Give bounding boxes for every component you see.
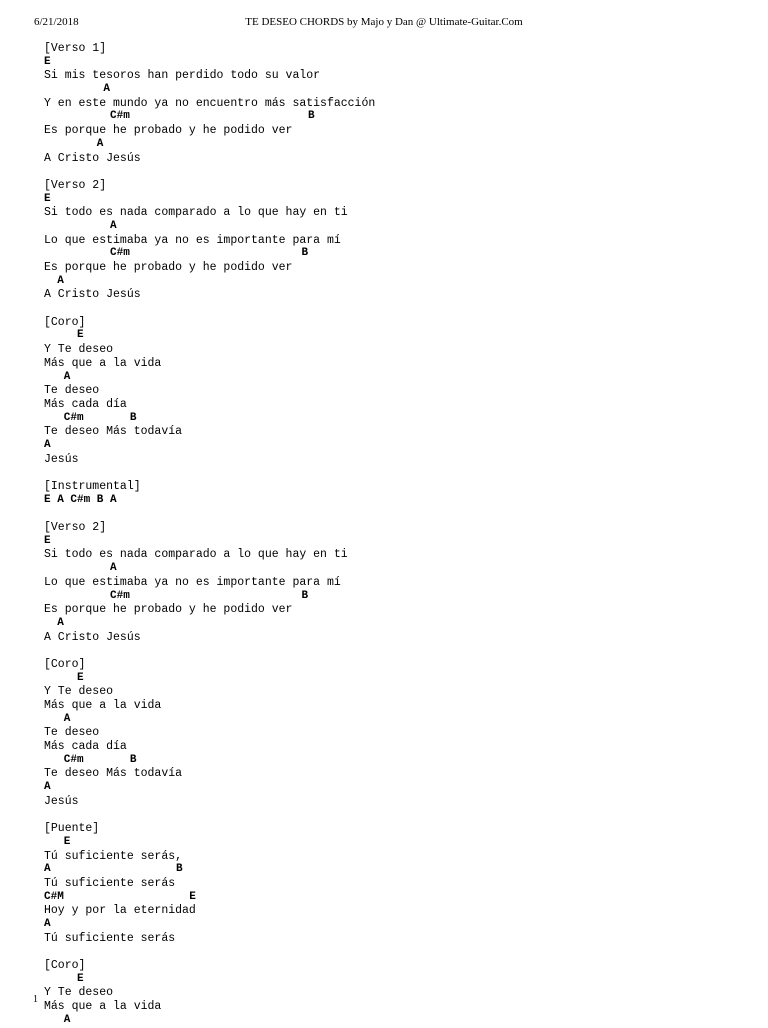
chord-line: C#m B bbox=[44, 247, 309, 260]
lyric-line: Y Te deseo bbox=[44, 986, 114, 1000]
lyric-line: Es porque he probado y he podido ver bbox=[44, 124, 293, 138]
lyric-line: Más que a la vida bbox=[44, 1000, 162, 1014]
chord-line: A B bbox=[44, 863, 183, 876]
lyric-line: Jesús bbox=[44, 452, 79, 466]
chord-line: A bbox=[44, 562, 117, 575]
section-heading: [Verso 2] bbox=[44, 178, 107, 192]
lyric-line: Tú suficiente serás bbox=[44, 876, 176, 890]
chord-line: C#m B bbox=[44, 753, 137, 766]
section-heading: [Verso 1] bbox=[44, 42, 107, 55]
lyric-line: Más cada día bbox=[44, 397, 127, 411]
lyric-line: Es porque he probado y he podido ver bbox=[44, 603, 293, 617]
lyric-line: Jesús bbox=[44, 794, 79, 808]
lyric-line: Y Te deseo bbox=[44, 343, 114, 357]
chord-line: C#m B bbox=[44, 411, 137, 424]
chord-line: A bbox=[44, 712, 71, 725]
chord-line: C#m B bbox=[44, 110, 315, 123]
section-heading: [Coro] bbox=[44, 315, 86, 329]
lyric-line: Tú suficiente serás bbox=[44, 931, 176, 945]
blank-line bbox=[44, 809, 744, 823]
section-heading: [Verso 2] bbox=[44, 521, 107, 535]
chord-line: A bbox=[44, 781, 51, 794]
lyric-line: Y Te deseo bbox=[44, 685, 114, 699]
chord-line: E bbox=[44, 671, 84, 684]
chord-line: A bbox=[44, 1013, 71, 1026]
chord-line: A bbox=[44, 438, 51, 451]
chord-line: E A C#m B A bbox=[44, 493, 117, 506]
chord-line: E bbox=[44, 55, 51, 68]
lyric-line: Lo que estimaba ya no es importante para mí bbox=[44, 575, 341, 589]
page-number: 1 bbox=[33, 994, 38, 1005]
section-heading: [Coro] bbox=[44, 657, 86, 671]
lyric-line: Más que a la vida bbox=[44, 699, 162, 712]
section-heading: [Puente] bbox=[44, 822, 100, 836]
lyric-line: A Cristo Jesús bbox=[44, 288, 141, 302]
lyric-line: Lo que estimaba ya no es importante para mí bbox=[44, 233, 341, 247]
chord-line: C#m B bbox=[44, 589, 309, 602]
chord-line: E bbox=[44, 534, 51, 547]
chord-line: A bbox=[44, 370, 71, 383]
blank-line bbox=[44, 507, 744, 521]
blank-line bbox=[44, 945, 744, 959]
lyric-line: Si todo es nada comparado a lo que hay en ti bbox=[44, 548, 348, 562]
section-heading: [Coro] bbox=[44, 959, 86, 973]
chord-line: E bbox=[44, 835, 71, 848]
lyric-line: Si todo es nada comparado a lo que hay en ti bbox=[44, 206, 348, 220]
lyric-line: Si mis tesoros han perdido todo su valor bbox=[44, 69, 321, 83]
chord-line: A bbox=[44, 274, 64, 287]
lyric-line: Más cada día bbox=[44, 740, 127, 754]
lyric-line: Y en este mundo ya no encuentro más satisfacción bbox=[44, 96, 376, 110]
chord-line: A bbox=[44, 616, 64, 629]
chord-sheet bbox=[44, 42, 744, 1028]
chord-line: A bbox=[44, 83, 111, 96]
lyric-line: Te deseo bbox=[44, 384, 100, 398]
chord-line: A bbox=[44, 219, 117, 232]
page-title: TE DESEO CHORDS by Majo y Dan @ Ultimate-Guitar.Com bbox=[245, 16, 523, 28]
chord-line: C#M E bbox=[44, 890, 196, 903]
blank-line bbox=[44, 302, 744, 316]
lyric-line: Te deseo bbox=[44, 726, 100, 740]
blank-line bbox=[44, 165, 744, 179]
lyric-line: A Cristo Jesús bbox=[44, 630, 141, 644]
lyric-line: A Cristo Jesús bbox=[44, 151, 141, 165]
chord-line: A bbox=[44, 918, 51, 930]
lyric-line: Tú suficiente serás, bbox=[44, 849, 183, 863]
section-heading: [Instrumental] bbox=[44, 480, 141, 493]
page-header bbox=[0, 16, 768, 34]
chord-line: A bbox=[44, 137, 104, 150]
chord-line: E bbox=[44, 192, 51, 205]
blank-line bbox=[44, 644, 744, 658]
lyric-line: Hoy y por la eternidad bbox=[44, 904, 196, 918]
chord-line: E bbox=[44, 329, 84, 342]
blank-line bbox=[44, 466, 744, 480]
print-date: 6/21/2018 bbox=[34, 16, 79, 28]
chord-line: E bbox=[44, 972, 84, 985]
lyric-line: Es porque he probado y he podido ver bbox=[44, 261, 293, 274]
lyric-line: Te deseo Más todavía bbox=[44, 425, 183, 439]
lyric-line: Más que a la vida bbox=[44, 356, 162, 370]
lyric-line: Te deseo Más todavía bbox=[44, 767, 183, 781]
